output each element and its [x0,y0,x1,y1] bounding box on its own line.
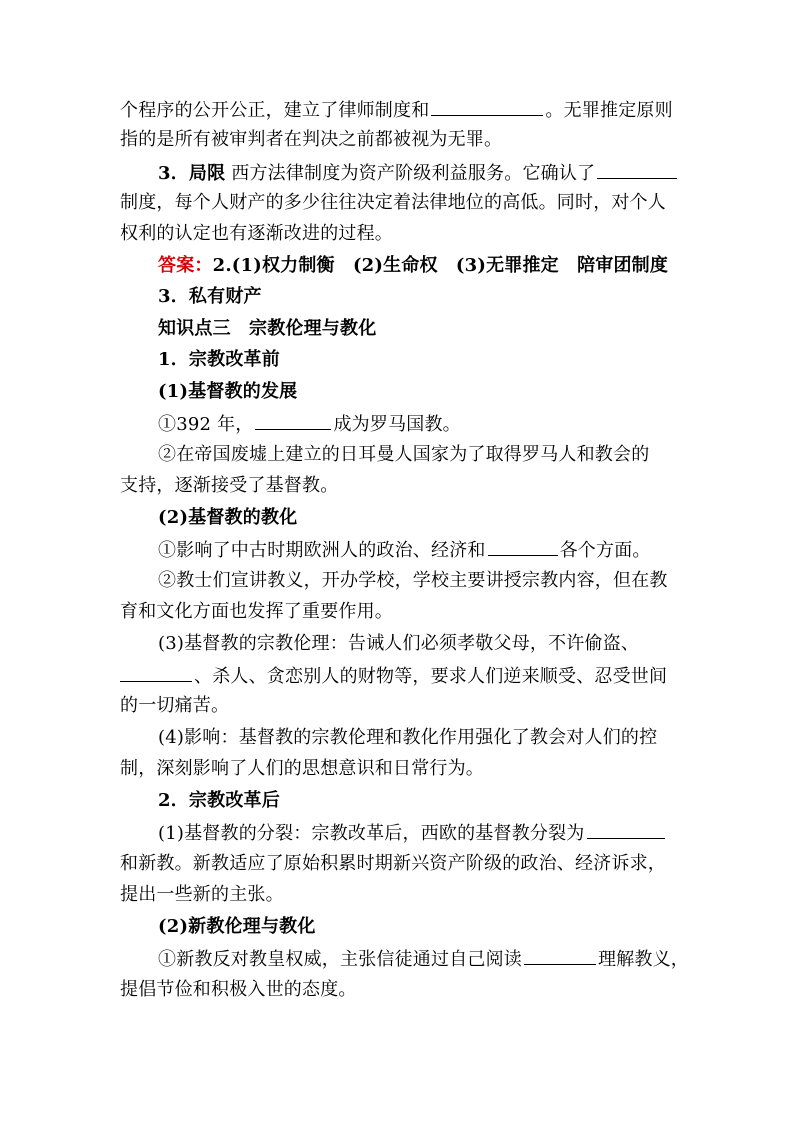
fill-blank[interactable] [488,537,558,556]
text: (3)基督教的宗教伦理：告诫人们必须孝敬父母，不许偷盗、 [158,633,640,654]
paragraph-line [120,978,357,1002]
paragraph-line [120,852,666,876]
paragraph-line [120,883,284,907]
text: 。无罪推定原则 [545,100,673,121]
subheading [158,348,280,372]
text: 制度，每个人财产的多少往往决定着法律地位的高低。同时，对个人 [120,192,666,213]
text: 制，深刻影响了人们的思想意识和日常行为。 [120,758,484,779]
heading: 2．宗教改革后 [158,790,280,811]
heading: (2)基督教的教化 [158,507,298,528]
answer-text: 2.(1)权力制衡 (2)生命权 (3)无罪推定 陪审团制度 [212,255,669,276]
answer-line [158,285,262,309]
text: 的一切痛苦。 [120,695,230,716]
answer-text: 3．私有财产 [158,286,262,307]
paragraph-line [120,474,338,498]
heading: (2)新教伦理与教化 [158,916,316,937]
heading: 知识点三 宗教伦理与教化 [158,318,377,339]
fill-blank[interactable] [524,946,596,965]
text: 各个方面。 [559,540,651,561]
text: 理解教义， [598,949,689,970]
fill-blank[interactable] [120,663,192,682]
answer-line [158,254,668,278]
paragraph-line [120,128,502,152]
text: ①新教反对教皇权威，主张信徒通过自己阅读 [158,949,522,970]
text: 提出一些新的主张。 [120,884,284,905]
text: 和新教。新教适应了原始积累时期新兴资产阶级的政治、经济诉求， [120,853,666,874]
paragraph-line [158,537,651,563]
paragraph-line [120,663,667,689]
subheading [158,380,297,404]
text: 成为罗马国教。 [333,414,461,435]
paragraph-line [158,820,667,846]
text: 支持，逐渐接受了基督教。 [120,475,339,496]
paragraph-line [120,694,229,718]
paragraph-line [120,600,393,624]
paragraph-line [120,97,673,123]
text: ①392 年， [158,414,254,435]
fill-blank[interactable] [587,820,665,839]
text: 指的是所有被审判者在判决之前都被视为无罪。 [120,129,503,150]
paragraph-line [158,726,657,750]
subheading [158,789,280,813]
subheading [158,506,297,530]
text: 、杀人、贪恋别人的财物等，要求人们逆来顺受、忍受世间 [194,666,668,687]
text: (4)影响：基督教的宗教伦理和教化作用强化了教会对人们的控 [158,727,658,748]
fill-blank[interactable] [431,97,543,116]
section-title [158,317,376,341]
paragraph-line [158,946,689,972]
answer-label: 答案： [158,255,213,276]
fill-blank[interactable] [597,160,677,179]
subheading [158,915,316,939]
paragraph-line [158,632,639,656]
paragraph-line [158,569,668,593]
paragraph-line [158,411,461,437]
text: ①影响了中古时期欧洲人的政治、经济和 [158,540,486,561]
paragraph-line [158,443,649,467]
section-label: 3．局限 [158,163,226,184]
paragraph-line [120,757,484,781]
text: 个程序的公开公正，建立了律师制度和 [120,100,430,121]
fill-blank[interactable] [255,411,331,430]
text: (1)基督教的分裂：宗教改革后，西欧的基督教分裂为 [158,823,585,844]
text: 西方法律制度为资产阶级利益服务。它确认了 [231,163,596,184]
paragraph-line [120,222,393,246]
text: ②在帝国废墟上建立的日耳曼人国家为了取得罗马人和教会的 [158,444,650,465]
text: 提倡节俭和积极入世的态度。 [120,979,357,1000]
paragraph-line [158,160,679,186]
paragraph-line [120,191,666,215]
text: 权利的认定也有逐渐改进的过程。 [120,223,393,244]
text: 育和文化方面也发挥了重要作用。 [120,601,393,622]
heading: (1)基督教的发展 [158,381,298,402]
text: ②教士们宣讲教义，开办学校，学校主要讲授宗教内容，但在教 [158,570,668,591]
heading: 1．宗教改革前 [158,349,280,370]
